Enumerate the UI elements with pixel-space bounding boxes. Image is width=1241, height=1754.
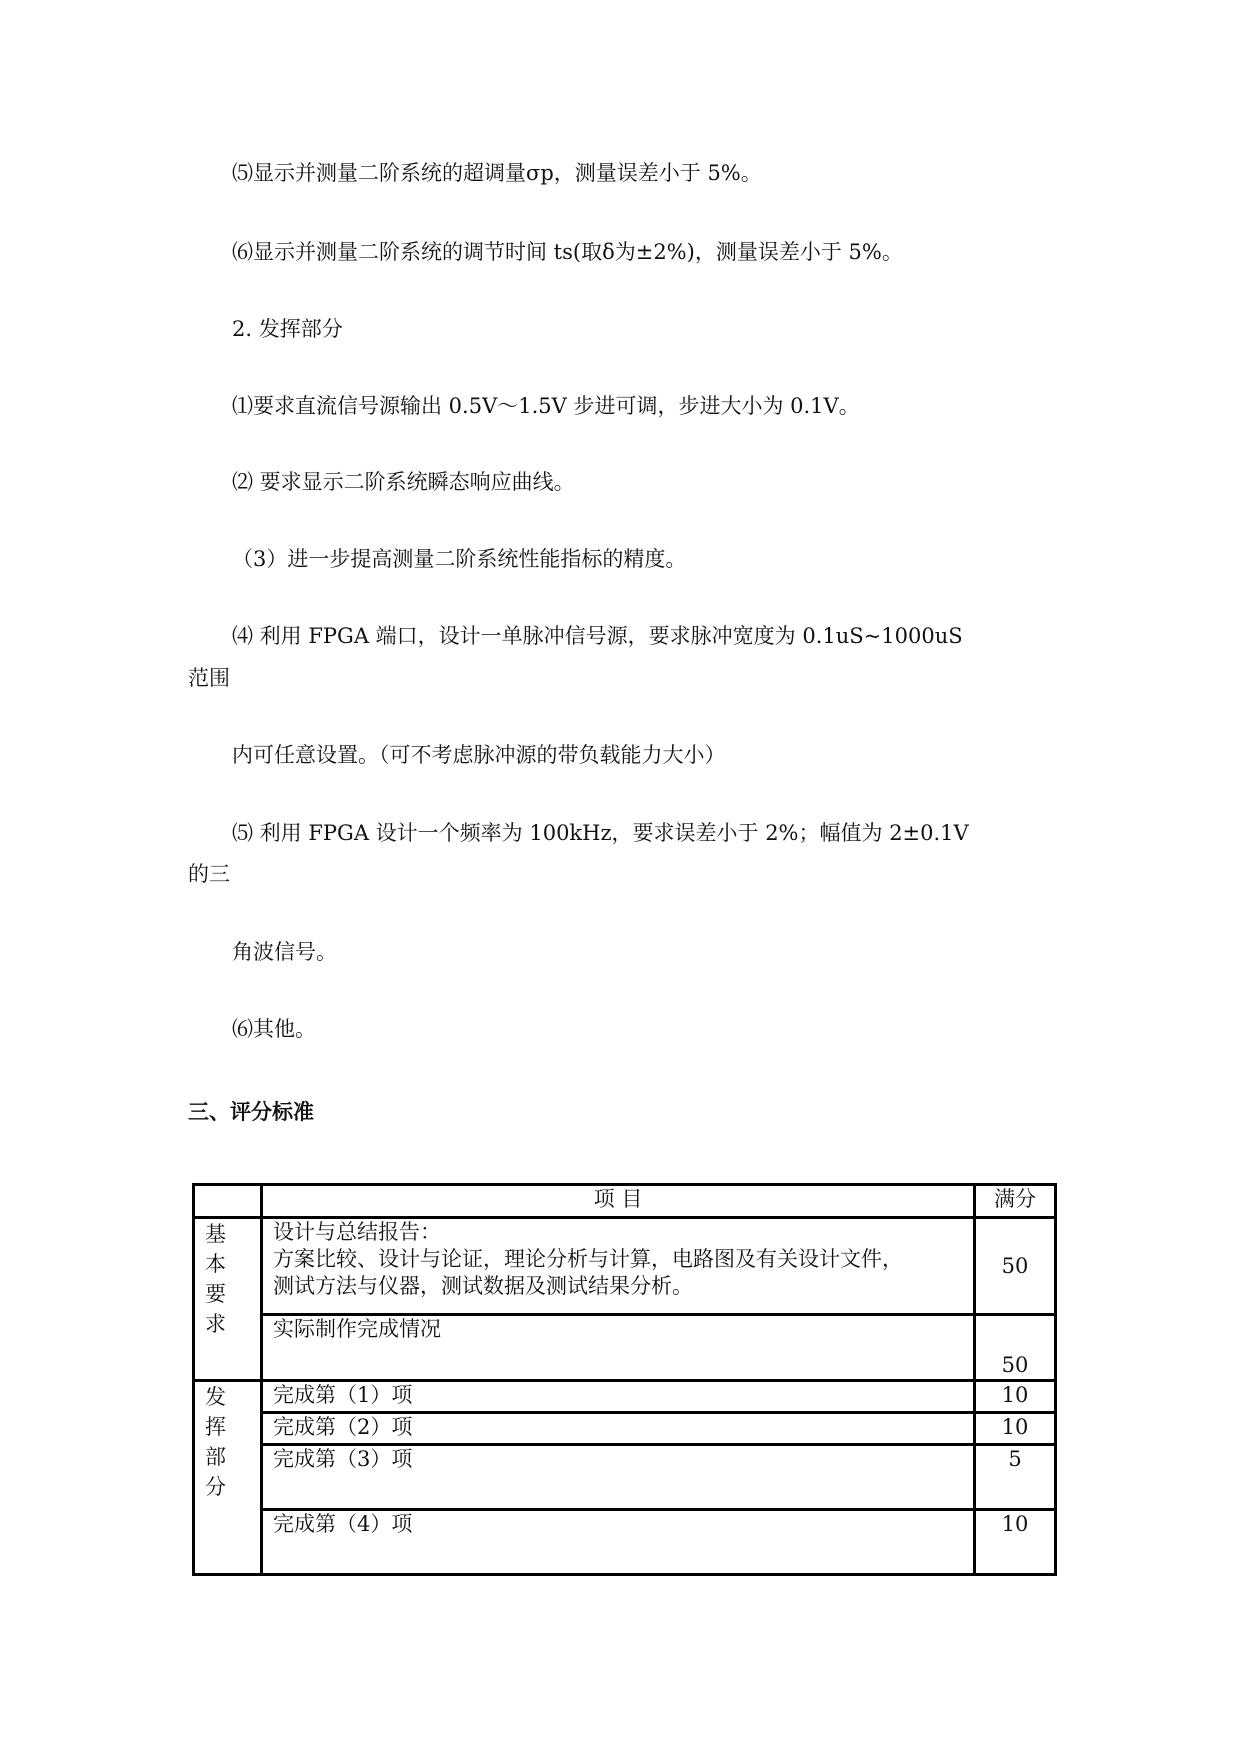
header-score: 满分 [975,1185,1056,1218]
advanced-item-1: ⑴要求直流信号源输出 0.5V～1.5V 步进可调，步进大小为 0.1V。 [232,394,860,418]
advanced-item-4-cont: 范围 [188,666,230,690]
advanced-item-5: ⑸ 利用 FPGA 设计一个频率为 100kHz，要求误差小于 2%；幅值为 2±0.1V [232,821,969,845]
advanced-row-score: 10 [975,1510,1056,1575]
basic-row-build-score: 50 [975,1315,1056,1381]
section-advanced-title: 2. 发挥部分 [232,317,343,341]
requirement-5: ⑸显示并测量二阶系统的超调量σp，测量误差小于 5%。 [232,161,762,185]
report-body: 方案比较、设计与论证，理论分析与计算，电路图及有关设计文件，测试方法与仪器，测试数据及测试结果分析。 [273,1247,903,1298]
requirement-6: ⑹显示并测量二阶系统的调节时间 ts(取δ为±2%)，测量误差小于 5%。 [232,240,903,264]
advanced-section-label: 发挥部分 [194,1381,262,1575]
basic-row-build: 实际制作完成情况 [262,1315,975,1381]
advanced-row: 完成第（1）项 [262,1381,975,1413]
header-item: 项 目 [262,1185,975,1218]
basic-row-report [262,1218,975,1315]
basic-row-report-score: 50 [975,1218,1056,1315]
advanced-row-score: 10 [975,1381,1056,1413]
advanced-item-5-cont2: 角波信号。 [232,940,337,964]
report-title: 设计与总结报告： [273,1220,441,1244]
advanced-item-3: （3）进一步提高测量二阶系统性能指标的精度。 [232,547,687,571]
basic-section-label: 基本要求 [194,1218,262,1381]
advanced-item-5-cont: 的三 [188,862,230,886]
section-heading: 三、评分标准 [188,1100,314,1124]
header-empty-cell [194,1185,262,1218]
advanced-item-2: ⑵ 要求显示二阶系统瞬态响应曲线。 [232,470,575,494]
advanced-item-4-cont2: 内可任意设置。（可不考虑脉冲源的带负载能力大小） [232,743,726,767]
advanced-row: 完成第（3）项 [262,1445,975,1510]
advanced-row: 完成第（4）项 [262,1510,975,1575]
advanced-row: 完成第（2）项 [262,1413,975,1445]
scoring-table [192,1183,1057,1576]
advanced-item-6: ⑹其他。 [232,1017,316,1041]
advanced-item-4: ⑷ 利用 FPGA 端口，设计一单脉冲信号源，要求脉冲宽度为 0.1uS~1000uS [232,624,963,648]
advanced-row-score: 5 [975,1445,1056,1510]
advanced-row-score: 10 [975,1413,1056,1445]
